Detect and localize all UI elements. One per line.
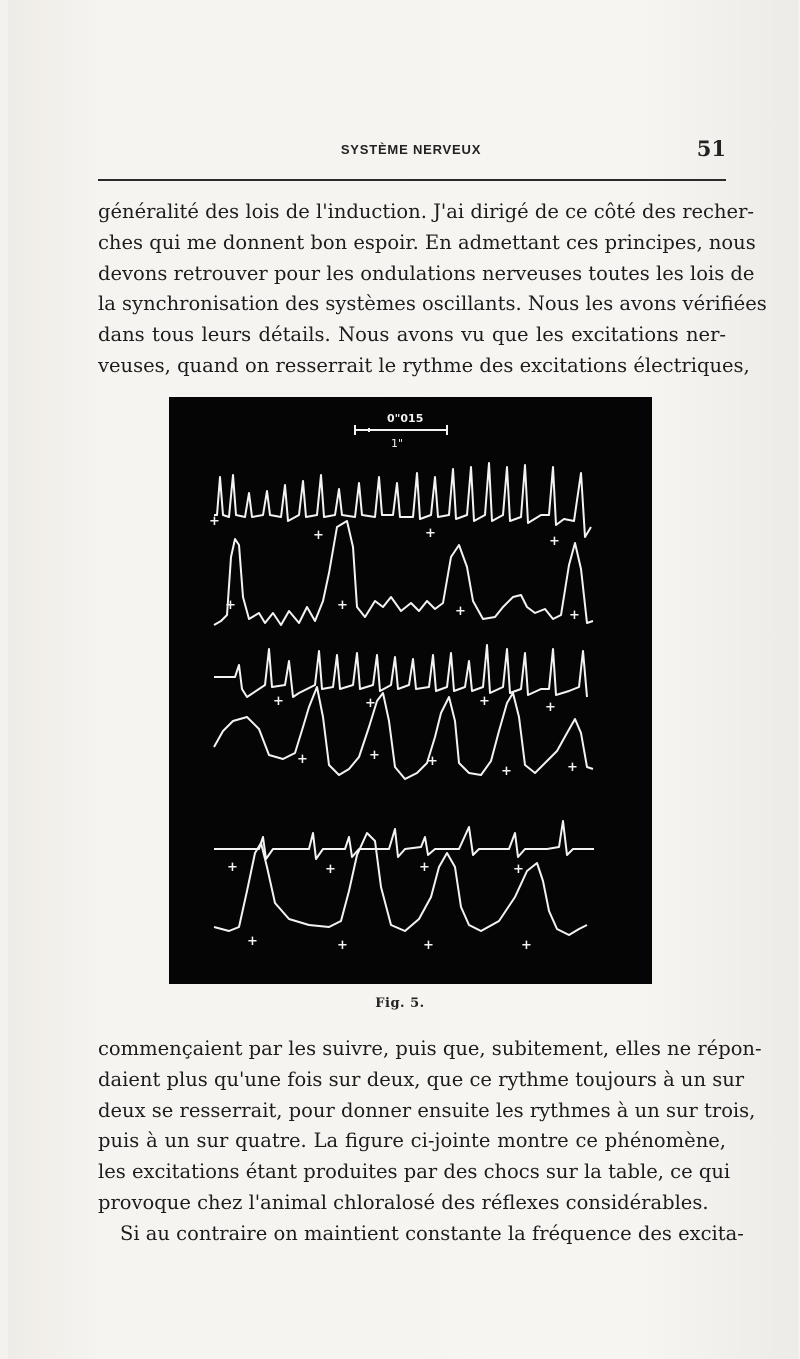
stimulus-marker: + xyxy=(569,608,580,623)
stimulus-marker: + xyxy=(225,598,236,613)
stimulus-marker: + xyxy=(365,696,376,711)
text-line: puis à un sur quatre. La figure ci-jointe montre ce phénomène, xyxy=(98,1129,726,1153)
stimulus-marker: + xyxy=(427,754,438,769)
stimulus-trace-1 xyxy=(214,463,591,537)
text-line: ches qui me donnent bon espoir. En admettant ces principes, nous xyxy=(98,230,756,254)
page-number: 51 xyxy=(696,136,726,161)
paragraph-before-figure xyxy=(98,197,767,382)
running-head xyxy=(98,136,726,166)
stimulus-marker: + xyxy=(423,938,434,953)
figure-caption: Fig. 5. xyxy=(375,996,425,1011)
stimulus-marker: + xyxy=(247,934,258,949)
figure-5-recording xyxy=(169,397,652,984)
time-label: 1" xyxy=(391,437,404,450)
running-title: SYSTÈME NERVEUX xyxy=(340,142,482,157)
text-line: la synchronisation des systèmes oscillants. Nous les avons vérifiées xyxy=(98,292,767,316)
stimulus-marker: + xyxy=(521,938,532,953)
scale-label: 0"015 xyxy=(387,412,424,425)
text-line: devons retrouver pour les ondulations nerveuses toutes les lois de xyxy=(98,261,755,285)
stimulus-marker: + xyxy=(513,862,524,877)
stimulus-marker: + xyxy=(479,694,490,709)
stimulus-marker: + xyxy=(455,604,466,619)
text-line: veuses, quand on resserrait le rythme des excitations électriques, xyxy=(98,353,750,377)
stimulus-marker: + xyxy=(325,862,336,877)
stimulus-marker: + xyxy=(337,938,348,953)
stimulus-trace-3 xyxy=(214,821,594,859)
stimulus-marker: + xyxy=(425,526,436,541)
text-line: Si au contraire on maintient constante la fréquence des excita- xyxy=(120,1221,744,1245)
text-line: provoque chez l'animal chloralosé des réflexes considérables. xyxy=(98,1190,709,1214)
stimulus-marker: + xyxy=(273,694,284,709)
stimulus-marker: + xyxy=(567,760,578,775)
stimulus-marker: + xyxy=(549,534,560,549)
text-line: les excitations étant produites par des chocs sur la table, ce qui xyxy=(98,1160,731,1184)
stimulus-marker: + xyxy=(313,528,324,543)
response-trace-1 xyxy=(214,521,593,625)
text-line: daient plus qu'une fois sur deux, que ce rythme toujours à un sur xyxy=(98,1067,745,1091)
text-line: commençaient par les suivre, puis que, subitement, elles ne répon- xyxy=(98,1037,762,1060)
stimulus-marker: + xyxy=(369,748,380,763)
oscillogram-traces xyxy=(169,397,652,984)
stimulus-marker: + xyxy=(545,700,556,715)
paragraph-after-figure xyxy=(98,1034,762,1250)
stimulus-trace-2 xyxy=(214,645,587,697)
response-trace-2 xyxy=(214,687,593,779)
stimulus-marker: + xyxy=(501,764,512,779)
stimulus-marker: + xyxy=(337,598,348,613)
stimulus-marker: + xyxy=(297,752,308,767)
text-line: deux se resserrait, pour donner ensuite les rythmes à un sur trois, xyxy=(98,1098,756,1122)
stimulus-marker: + xyxy=(209,514,220,529)
text-line: généralité des lois de l'induction. J'ai dirigé de ce côté des recher- xyxy=(98,200,754,223)
stimulus-marker: + xyxy=(227,860,238,875)
stimulus-marker: + xyxy=(419,860,430,875)
text-line: dans tous leurs détails. Nous avons vu que les excitations ner- xyxy=(98,323,726,347)
header-rule xyxy=(98,179,726,181)
